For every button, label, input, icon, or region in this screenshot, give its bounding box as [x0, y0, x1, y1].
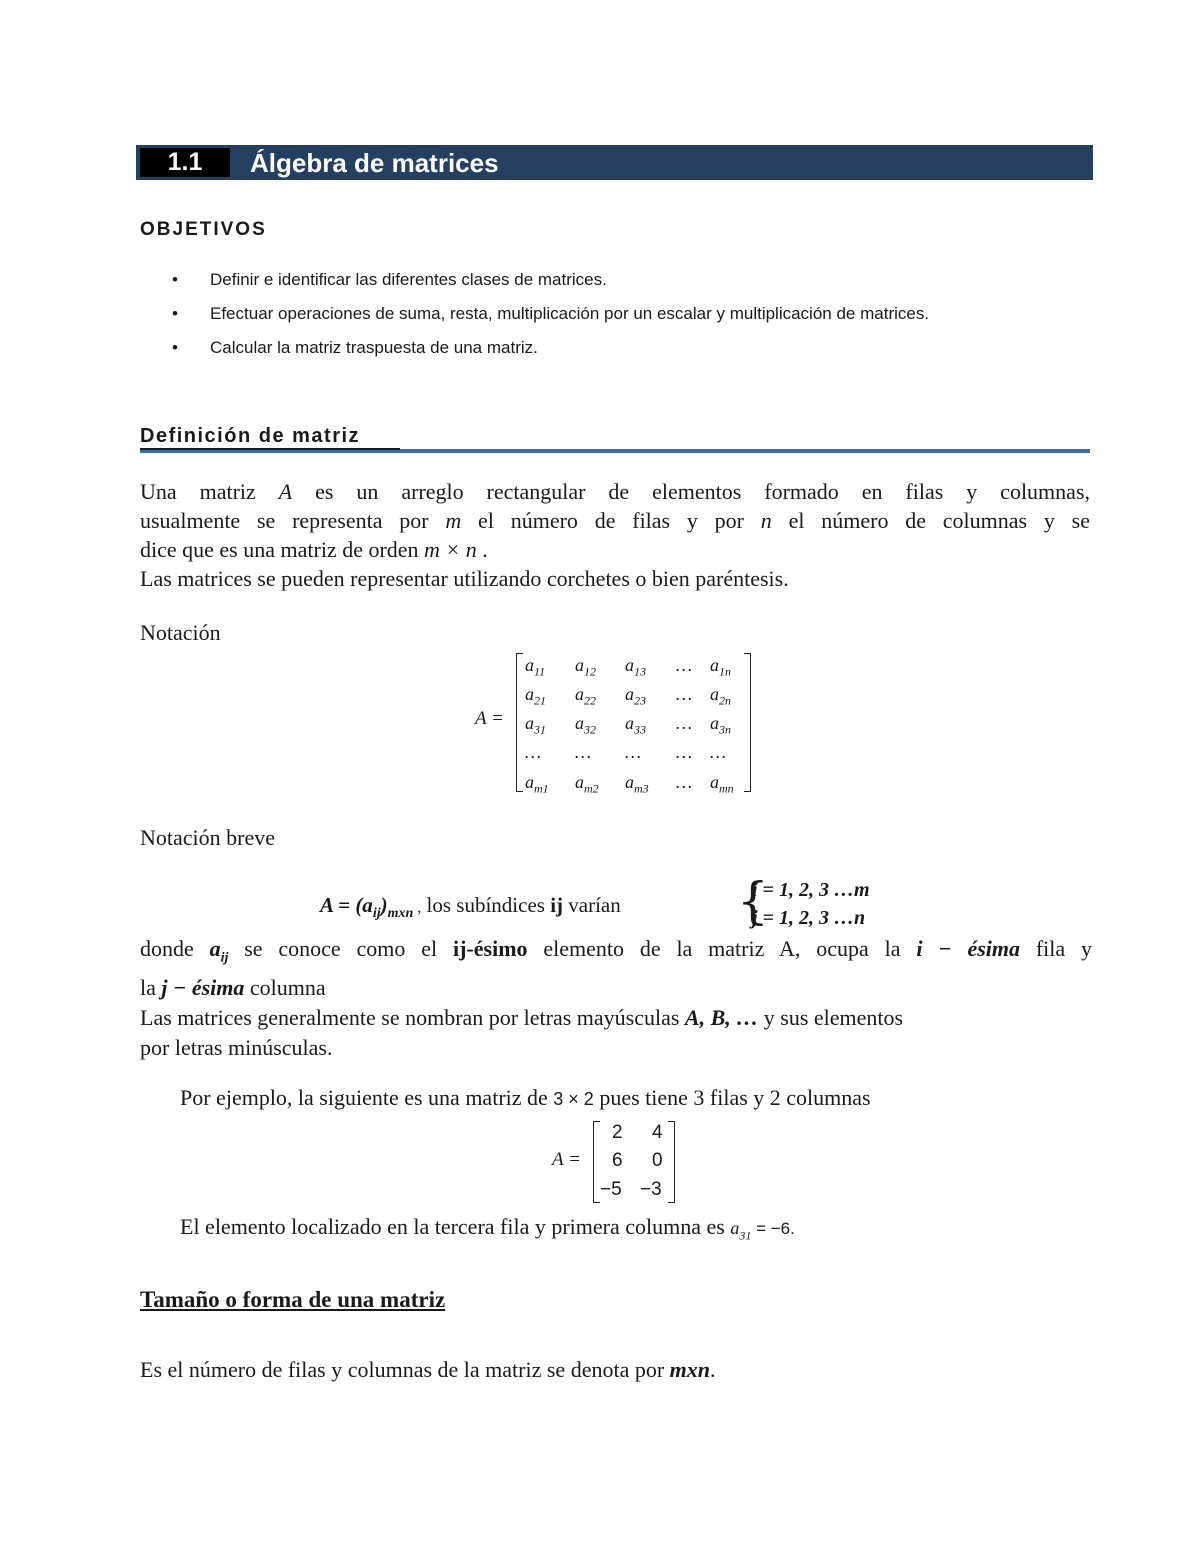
section-number: 1.1	[140, 148, 230, 177]
example-element-sentence: El elemento localizado en la tercera fila y primera columna es $a_{31} = -6$.	[180, 1214, 795, 1243]
objective-text: Definir e identificar las diferentes clases de matrices.	[210, 270, 607, 289]
paragraph-line: la j − ésima columna	[140, 975, 326, 1001]
matrix-cell: …	[625, 742, 642, 762]
example-matrix-cell: 2	[612, 1122, 623, 1143]
definition-line: Las matrices se pueden representar utilizando corchetes o bien paréntesis.	[140, 566, 789, 591]
list-item	[172, 268, 1032, 291]
matrix-cell: …	[710, 742, 727, 762]
matrix-cell: $a_{12}$	[575, 655, 596, 679]
example-matrix-cell: 4	[652, 1122, 663, 1143]
short-notation-formula: $A = (a_{ij})_{mxn}$ , los subíndices ij varían	[320, 893, 621, 922]
matrix-cell: …	[676, 713, 693, 733]
var-A: A	[278, 479, 293, 504]
matrix-cell: $a_{3n}$	[710, 713, 731, 737]
matrix-cell: $a_{mn}$	[710, 772, 734, 796]
objectives-heading: OBJETIVOS	[140, 219, 267, 240]
matrix-cell: $a_{m2}$	[575, 772, 599, 796]
definition-line: usualmente se representa por m el número de filas y por n el número de columnas y se	[140, 508, 1090, 533]
section-title: Álgebra de matrices	[250, 148, 499, 178]
matrix-cell: $a_{11}$	[525, 655, 546, 679]
example-intro: Por ejemplo, la siguiente es una matriz de 3 × 2 pues tiene 3 filas y 2 columnas	[180, 1085, 871, 1110]
size-paragraph: Es el número de filas y columnas de la matriz se denota por mxn.	[140, 1357, 716, 1382]
definition-heading: Definición de matriz	[140, 425, 361, 447]
matrix-right-bracket	[744, 653, 751, 792]
matrix-cell: …	[676, 655, 693, 675]
matrix-cell: $a_{2n}$	[710, 684, 731, 708]
example-matrix-left-bracket	[593, 1121, 600, 1203]
matrix-cell: $a_{1n}$	[710, 655, 731, 679]
matrix-cell: $a_{m3}$	[625, 772, 649, 796]
paragraph-line: Las matrices generalmente se nombran por letras mayúsculas A, B, … y sus elementos	[140, 1005, 904, 1031]
example-matrix-cell: 6	[612, 1150, 623, 1171]
index-condition-i: i = 1, 2, 3 …m	[752, 879, 870, 901]
matrix-cell: …	[676, 772, 693, 792]
matrix-cell: …	[676, 742, 693, 762]
bullet-icon: •	[172, 304, 178, 323]
definition-line: dice que es una matriz de orden m × n .	[140, 537, 488, 562]
objectives-list	[172, 268, 1032, 370]
size-heading: Tamaño o forma de una matriz	[140, 1287, 446, 1312]
matrix-cell: $a_{13}$	[625, 655, 646, 679]
var-n: n	[760, 508, 772, 533]
matrix-cell: …	[676, 684, 693, 704]
matrix-cell: $a_{22}$	[575, 684, 596, 708]
definition-rule-underline	[140, 448, 400, 450]
definition-line: Una matriz A es un arreglo rectangular de elementos formado en filas y columnas,	[140, 479, 1090, 504]
paragraph-line: por letras minúsculas.	[140, 1035, 333, 1061]
paragraph-line: donde $a_{ij}$ se conoce como el ij-ésimo elemento de la matriz A, ocupa la i − ésima fila y	[140, 936, 1093, 966]
index-condition-j: j = 1, 2, 3 …n	[752, 907, 866, 929]
order-m-x-n: m × n	[424, 537, 477, 562]
short-notation-label: Notación breve	[140, 825, 275, 850]
example-matrix-label: A =	[552, 1149, 581, 1170]
matrix-cell: $a_{33}$	[625, 713, 646, 737]
list-item	[172, 336, 1032, 359]
matrix-cell: $a_{21}$	[525, 684, 546, 708]
matrix-cell: $a_{32}$	[575, 713, 596, 737]
notation-label: Notación	[140, 620, 221, 645]
matrix-cell: …	[525, 742, 542, 762]
example-matrix-cell: −5	[600, 1179, 622, 1200]
matrix-left-bracket	[516, 653, 523, 792]
matrix-cell: $a_{23}$	[625, 684, 646, 708]
definition-paragraph	[140, 477, 1090, 593]
example-matrix-cell: −3	[640, 1179, 662, 1200]
matrix-cell: …	[575, 742, 592, 762]
matrix-label: A =	[475, 708, 504, 729]
bullet-icon: •	[172, 270, 178, 289]
objective-text: Efectuar operaciones de suma, resta, multiplicación por un escalar y multiplicación de matrices.	[210, 304, 930, 323]
element-description-paragraph	[140, 934, 1092, 1063]
example-matrix-right-bracket	[668, 1121, 675, 1203]
curly-brace-icon: {	[737, 872, 769, 930]
example-matrix-cell: 0	[652, 1150, 663, 1171]
objective-text: Calcular la matriz traspuesta de una matriz.	[210, 338, 538, 357]
matrix-cell: $a_{31}$	[525, 713, 546, 737]
bullet-icon: •	[172, 338, 178, 357]
matrix-cell: $a_{m1}$	[525, 772, 549, 796]
list-item	[172, 302, 1032, 325]
var-m: m	[445, 508, 462, 533]
